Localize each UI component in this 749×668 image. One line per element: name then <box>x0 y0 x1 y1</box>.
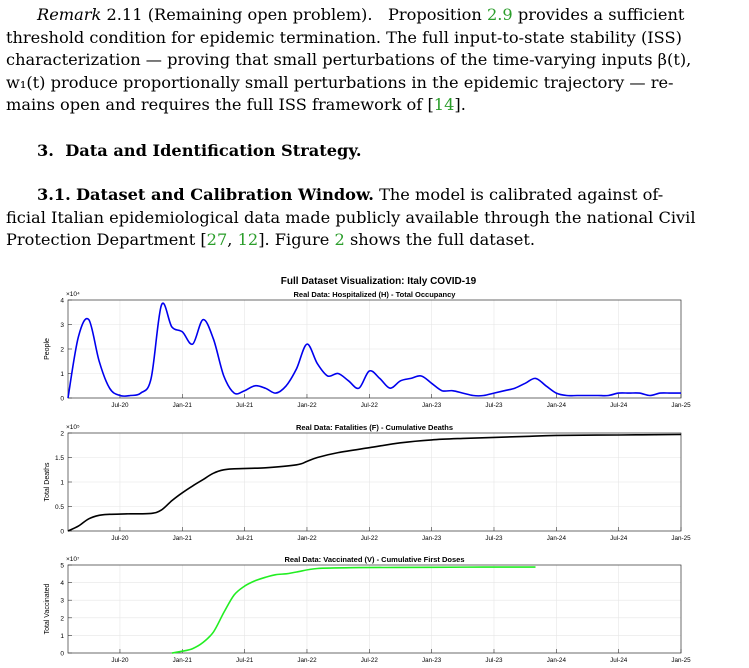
x-tick-label: Jul-22 <box>360 535 378 542</box>
remark-line-3: characterization — proving that small perturbations of the time-varying inputs β(t), <box>6 50 692 69</box>
x-tick-label: Jan-25 <box>671 535 691 542</box>
plot-axes <box>68 565 681 653</box>
y-tick-label: 4 <box>60 580 64 588</box>
section-title: Data and Identification Strategy. <box>65 141 362 160</box>
remark-text: mains open and requires the full ISS framework of [ <box>6 95 434 114</box>
y-tick-label: 1 <box>60 479 64 487</box>
figure <box>28 276 729 668</box>
x-tick-label: Jan-21 <box>172 402 192 409</box>
x-tick-label: Jan-25 <box>671 657 691 664</box>
remark-title: (Remaining open problem). <box>147 5 373 24</box>
x-tick-label: Jan-23 <box>422 402 442 409</box>
citation-link[interactable]: 12 <box>237 230 259 249</box>
y-tick-label: 3 <box>60 322 64 329</box>
remark-line-5 <box>6 94 746 117</box>
y-tick-label: 3 <box>60 597 64 605</box>
x-tick-label: Jul-21 <box>236 657 254 664</box>
subsection-text: Protection Department [ <box>6 230 207 249</box>
y-axis-label: Total Vaccinated <box>44 583 51 635</box>
x-tick-label: Jan-23 <box>422 657 442 664</box>
subplot-title: Real Data: Vaccinated (V) - Cumulative First Doses <box>284 555 465 564</box>
x-tick-label: Jan-24 <box>546 535 566 542</box>
x-tick-label: Jul-21 <box>236 535 254 542</box>
y-axis-label: People <box>44 338 51 360</box>
citation-link[interactable]: 27 <box>206 230 228 249</box>
x-tick-label: Jan-24 <box>546 402 566 409</box>
subsection-text: The model is calibrated against of- <box>379 185 664 204</box>
subsection-number: 3.1. <box>37 185 71 204</box>
y-tick-label: 2 <box>60 430 64 438</box>
subsection-text: ]. Figure <box>258 230 330 249</box>
x-tick-label: Jul-24 <box>610 402 628 409</box>
remark-line-4: w₁(t) produce proportionally small perturbations in the epidemic trajectory — re- <box>6 72 674 92</box>
proposition-link[interactable]: 2.9 <box>486 5 513 24</box>
series-line <box>68 303 681 398</box>
series-line <box>68 435 681 532</box>
y-tick-label: 1 <box>60 371 64 378</box>
x-tick-label: Jul-23 <box>485 535 503 542</box>
subsection-line-2: ficial Italian epidemiological data made publicly available through the national Civil <box>6 207 696 227</box>
section-heading <box>6 140 746 163</box>
y-tick-label: 1 <box>60 632 64 640</box>
remark-line-2: threshold condition for epidemic termination. The full input-to-state stability (ISS) <box>6 27 682 47</box>
x-tick-label: Jul-24 <box>610 535 628 542</box>
subsection-line-3 <box>6 229 746 252</box>
figure-title: Full Dataset Visualization: Italy COVID-19 <box>280 276 477 287</box>
axis-exponent: ×10⁴ <box>66 291 80 298</box>
y-tick-label: 5 <box>60 562 64 570</box>
y-tick-label: 4 <box>60 297 64 305</box>
section-number: 3. <box>37 141 54 160</box>
x-tick-label: Jul-21 <box>236 402 254 409</box>
figure-charts <box>28 276 729 668</box>
y-axis-label: Total Deaths <box>44 462 51 502</box>
remark-text: provides a sufficient <box>517 5 685 24</box>
y-tick-label: 0 <box>60 528 64 536</box>
x-tick-label: Jul-22 <box>360 402 378 409</box>
x-tick-label: Jul-20 <box>111 402 129 409</box>
axis-exponent: ×10⁷ <box>66 556 80 563</box>
x-tick-label: Jul-22 <box>360 657 378 664</box>
x-tick-label: Jan-22 <box>297 402 317 409</box>
x-tick-label: Jul-23 <box>485 402 503 409</box>
subplot-title: Real Data: Hospitalized (H) - Total Occupancy <box>293 290 456 299</box>
x-tick-label: Jan-21 <box>172 657 192 664</box>
subsection-title: Dataset and Calibration Window. <box>75 185 374 204</box>
y-tick-label: 2 <box>60 346 64 354</box>
remark-text: Proposition <box>387 5 482 24</box>
remark-line-1 <box>6 4 746 27</box>
x-tick-label: Jul-23 <box>485 657 503 664</box>
subsection-text: shows the full dataset. <box>349 230 536 249</box>
x-tick-label: Jan-25 <box>671 402 691 409</box>
subsection-text: , <box>227 230 238 249</box>
x-tick-label: Jan-23 <box>422 535 442 542</box>
y-tick-label: 0 <box>60 650 64 658</box>
y-tick-label: 2 <box>60 615 64 623</box>
y-tick-label: 0 <box>60 395 64 403</box>
subsection-line-1 <box>6 184 746 207</box>
remark-paragraph <box>6 4 746 117</box>
x-tick-label: Jul-20 <box>111 657 129 664</box>
y-tick-label: 1.5 <box>54 455 64 462</box>
remark-number: 2.11 <box>106 5 143 24</box>
series-line <box>172 567 536 653</box>
subsection-paragraph <box>6 184 746 252</box>
remark-label: Remark <box>37 5 102 24</box>
x-tick-label: Jan-24 <box>546 657 566 664</box>
x-tick-label: Jan-21 <box>172 535 192 542</box>
subplot-title: Real Data: Fatalities (F) - Cumulative Deaths <box>295 423 454 432</box>
y-tick-label: 0.5 <box>54 504 64 511</box>
remark-text: ]. <box>454 95 466 114</box>
x-tick-label: Jan-22 <box>297 657 317 664</box>
x-tick-label: Jul-24 <box>610 657 628 664</box>
citation-link[interactable]: 14 <box>433 95 455 114</box>
x-tick-label: Jul-20 <box>111 535 129 542</box>
axis-exponent: ×10⁵ <box>66 424 80 431</box>
x-tick-label: Jan-22 <box>297 535 317 542</box>
figure-link[interactable]: 2 <box>334 230 345 249</box>
